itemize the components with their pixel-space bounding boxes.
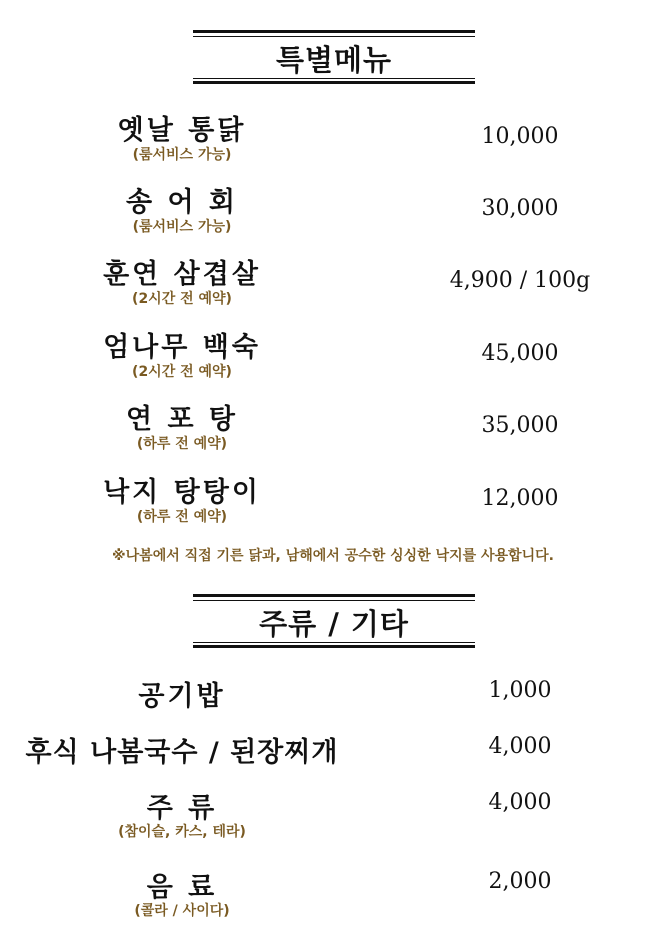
item-name: 낙지 탕탕이 xyxy=(103,477,261,508)
item-note: (하루 전 예약) xyxy=(136,436,228,452)
item-price: 10,000 xyxy=(481,124,559,149)
item-price: 2,000 xyxy=(488,869,552,894)
header-rule-bottom xyxy=(193,78,475,79)
item-name: 송 어 회 xyxy=(125,187,239,218)
item-name: 훈연 삼겹살 xyxy=(103,259,261,290)
item-price: 35,000 xyxy=(481,413,559,438)
item-price: 4,000 xyxy=(488,790,552,815)
item-note: (룸서비스 가능) xyxy=(132,147,232,163)
item-note: (2시간 전 예약) xyxy=(132,364,232,380)
item-name: 옛날 통닭 xyxy=(117,115,247,146)
header-rule-bottom xyxy=(193,642,475,643)
item-price: 30,000 xyxy=(481,196,559,221)
item-note: (참이슬, 카스, 테라) xyxy=(118,824,246,840)
item-price: 4,000 xyxy=(488,734,552,759)
item-name: 연 포 탕 xyxy=(125,404,239,435)
item-note: (하루 전 예약) xyxy=(136,509,228,525)
header-rule-top xyxy=(193,30,475,33)
item-note: (룸서비스 가능) xyxy=(132,219,232,235)
item-note: (2시간 전 예약) xyxy=(132,291,232,307)
item-price: 12,000 xyxy=(481,486,559,511)
item-note: (콜라 / 사이다) xyxy=(134,903,230,919)
item-name: 후식 나봄국수 / 된장찌개 xyxy=(25,737,339,768)
item-name: 엄나무 백숙 xyxy=(103,332,261,363)
item-name: 주 류 xyxy=(146,793,218,824)
footnote: ※나봄에서 직접 기른 닭과, 남해에서 공수한 싱싱한 낙지를 사용합니다. xyxy=(112,548,554,564)
header-rule-top xyxy=(193,594,475,597)
item-name: 공기밥 xyxy=(138,681,226,712)
section-title: 주류 / 기타 xyxy=(259,607,409,641)
section-title: 특별메뉴 xyxy=(275,43,393,77)
item-price: 45,000 xyxy=(481,341,559,366)
item-name: 음 료 xyxy=(146,872,218,903)
item-price: 1,000 xyxy=(488,678,552,703)
item-price: 4,900 / 100g xyxy=(449,268,591,293)
